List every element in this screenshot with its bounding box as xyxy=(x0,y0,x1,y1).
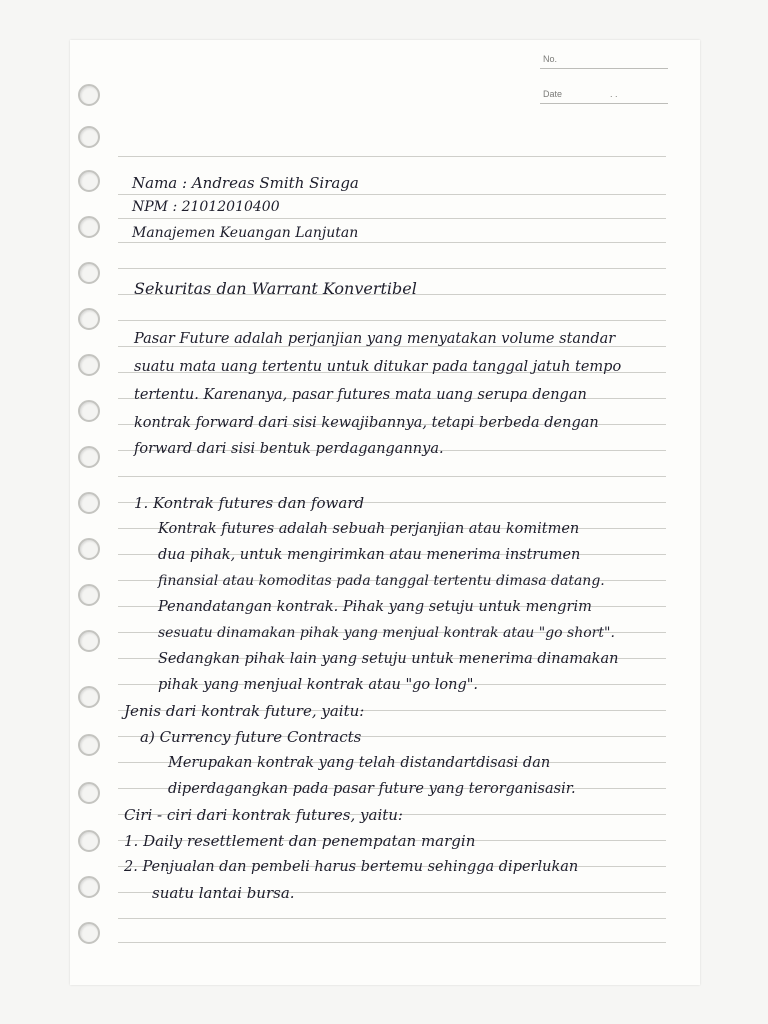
ruled-line xyxy=(118,218,666,219)
ruled-line xyxy=(118,476,666,477)
types-heading: Jenis dari kontrak future, yaitu: xyxy=(124,702,365,720)
section-line: Kontrak futures adalah sebuah perjanjian atau komitmen xyxy=(158,521,580,537)
no-label: No. xyxy=(543,54,558,64)
binder-hole xyxy=(78,922,100,944)
binder-hole xyxy=(78,782,100,804)
binder-hole xyxy=(78,830,100,852)
course-line: Manajemen Keuangan Lanjutan xyxy=(132,225,359,241)
binder-hole xyxy=(78,686,100,708)
date-separator: . . xyxy=(610,89,618,99)
section-line: sesuatu dinamakan pihak yang menjual kontrak atau "go short". xyxy=(158,625,615,641)
ruled-line xyxy=(118,156,666,157)
types-item: a) Currency future Contracts xyxy=(140,728,362,746)
section-line: Sedangkan pihak lain yang setuju untuk menerima dinamakan xyxy=(158,651,619,667)
types-line: Merupakan kontrak yang telah distandartdisasi dan xyxy=(168,755,551,771)
binder-hole xyxy=(78,308,100,330)
binder-hole xyxy=(78,584,100,606)
traits-line: suatu lantai bursa. xyxy=(152,884,295,902)
binder-hole xyxy=(78,170,100,192)
binder-hole xyxy=(78,262,100,284)
intro-line: suatu mata uang tertentu untuk ditukar pada tanggal jatuh tempo xyxy=(134,359,622,375)
binder-hole xyxy=(78,734,100,756)
binder-hole xyxy=(78,492,100,514)
section-heading: 1. Kontrak futures dan foward xyxy=(134,494,365,512)
section-line: finansial atau komoditas pada tanggal tertentu dimasa datang. xyxy=(158,573,605,589)
types-line: diperdagangkan pada pasar future yang terorganisasir. xyxy=(168,781,576,797)
page-title: Sekuritas dan Warrant Konvertibel xyxy=(134,279,417,298)
binder-hole xyxy=(78,354,100,376)
section-line: pihak yang menjual kontrak atau "go long". xyxy=(158,677,479,693)
binder-hole xyxy=(78,446,100,468)
binder-hole xyxy=(78,400,100,422)
ruled-line xyxy=(118,918,666,919)
ruled-line xyxy=(118,320,666,321)
binder-hole xyxy=(78,84,100,106)
section-line: Penandatangan kontrak. Pihak yang setuju untuk mengrim xyxy=(158,599,592,615)
intro-line: Pasar Future adalah perjanjian yang menyatakan volume standar xyxy=(134,331,616,347)
binder-hole xyxy=(78,126,100,148)
name-line: Nama : Andreas Smith Siraga xyxy=(132,174,359,192)
npm-line: NPM : 21012010400 xyxy=(132,199,280,215)
ruled-line xyxy=(118,942,666,943)
intro-line: forward dari sisi bentuk perdagangannya. xyxy=(134,441,444,457)
no-line xyxy=(540,68,668,69)
traits-line: 1. Daily resettlement dan penempatan margin xyxy=(124,832,476,850)
section-line: dua pihak, untuk mengirimkan atau menerima instrumen xyxy=(158,547,581,563)
ruled-line xyxy=(118,268,666,269)
binder-hole xyxy=(78,876,100,898)
intro-line: tertentu. Karenanya, pasar futures mata uang serupa dengan xyxy=(134,387,587,403)
traits-heading: Ciri - ciri dari kontrak futures, yaitu: xyxy=(124,806,403,824)
date-label: Date xyxy=(543,89,563,99)
binder-hole xyxy=(78,538,100,560)
binder-hole xyxy=(78,216,100,238)
ruled-line xyxy=(118,242,666,243)
traits-line: 2. Penjualan dan pembeli harus bertemu sehingga diperlukan xyxy=(124,859,579,875)
date-line xyxy=(540,103,668,104)
binder-hole xyxy=(78,630,100,652)
intro-line: kontrak forward dari sisi kewajibannya, tetapi berbeda dengan xyxy=(134,415,599,431)
ruled-line xyxy=(118,194,666,195)
